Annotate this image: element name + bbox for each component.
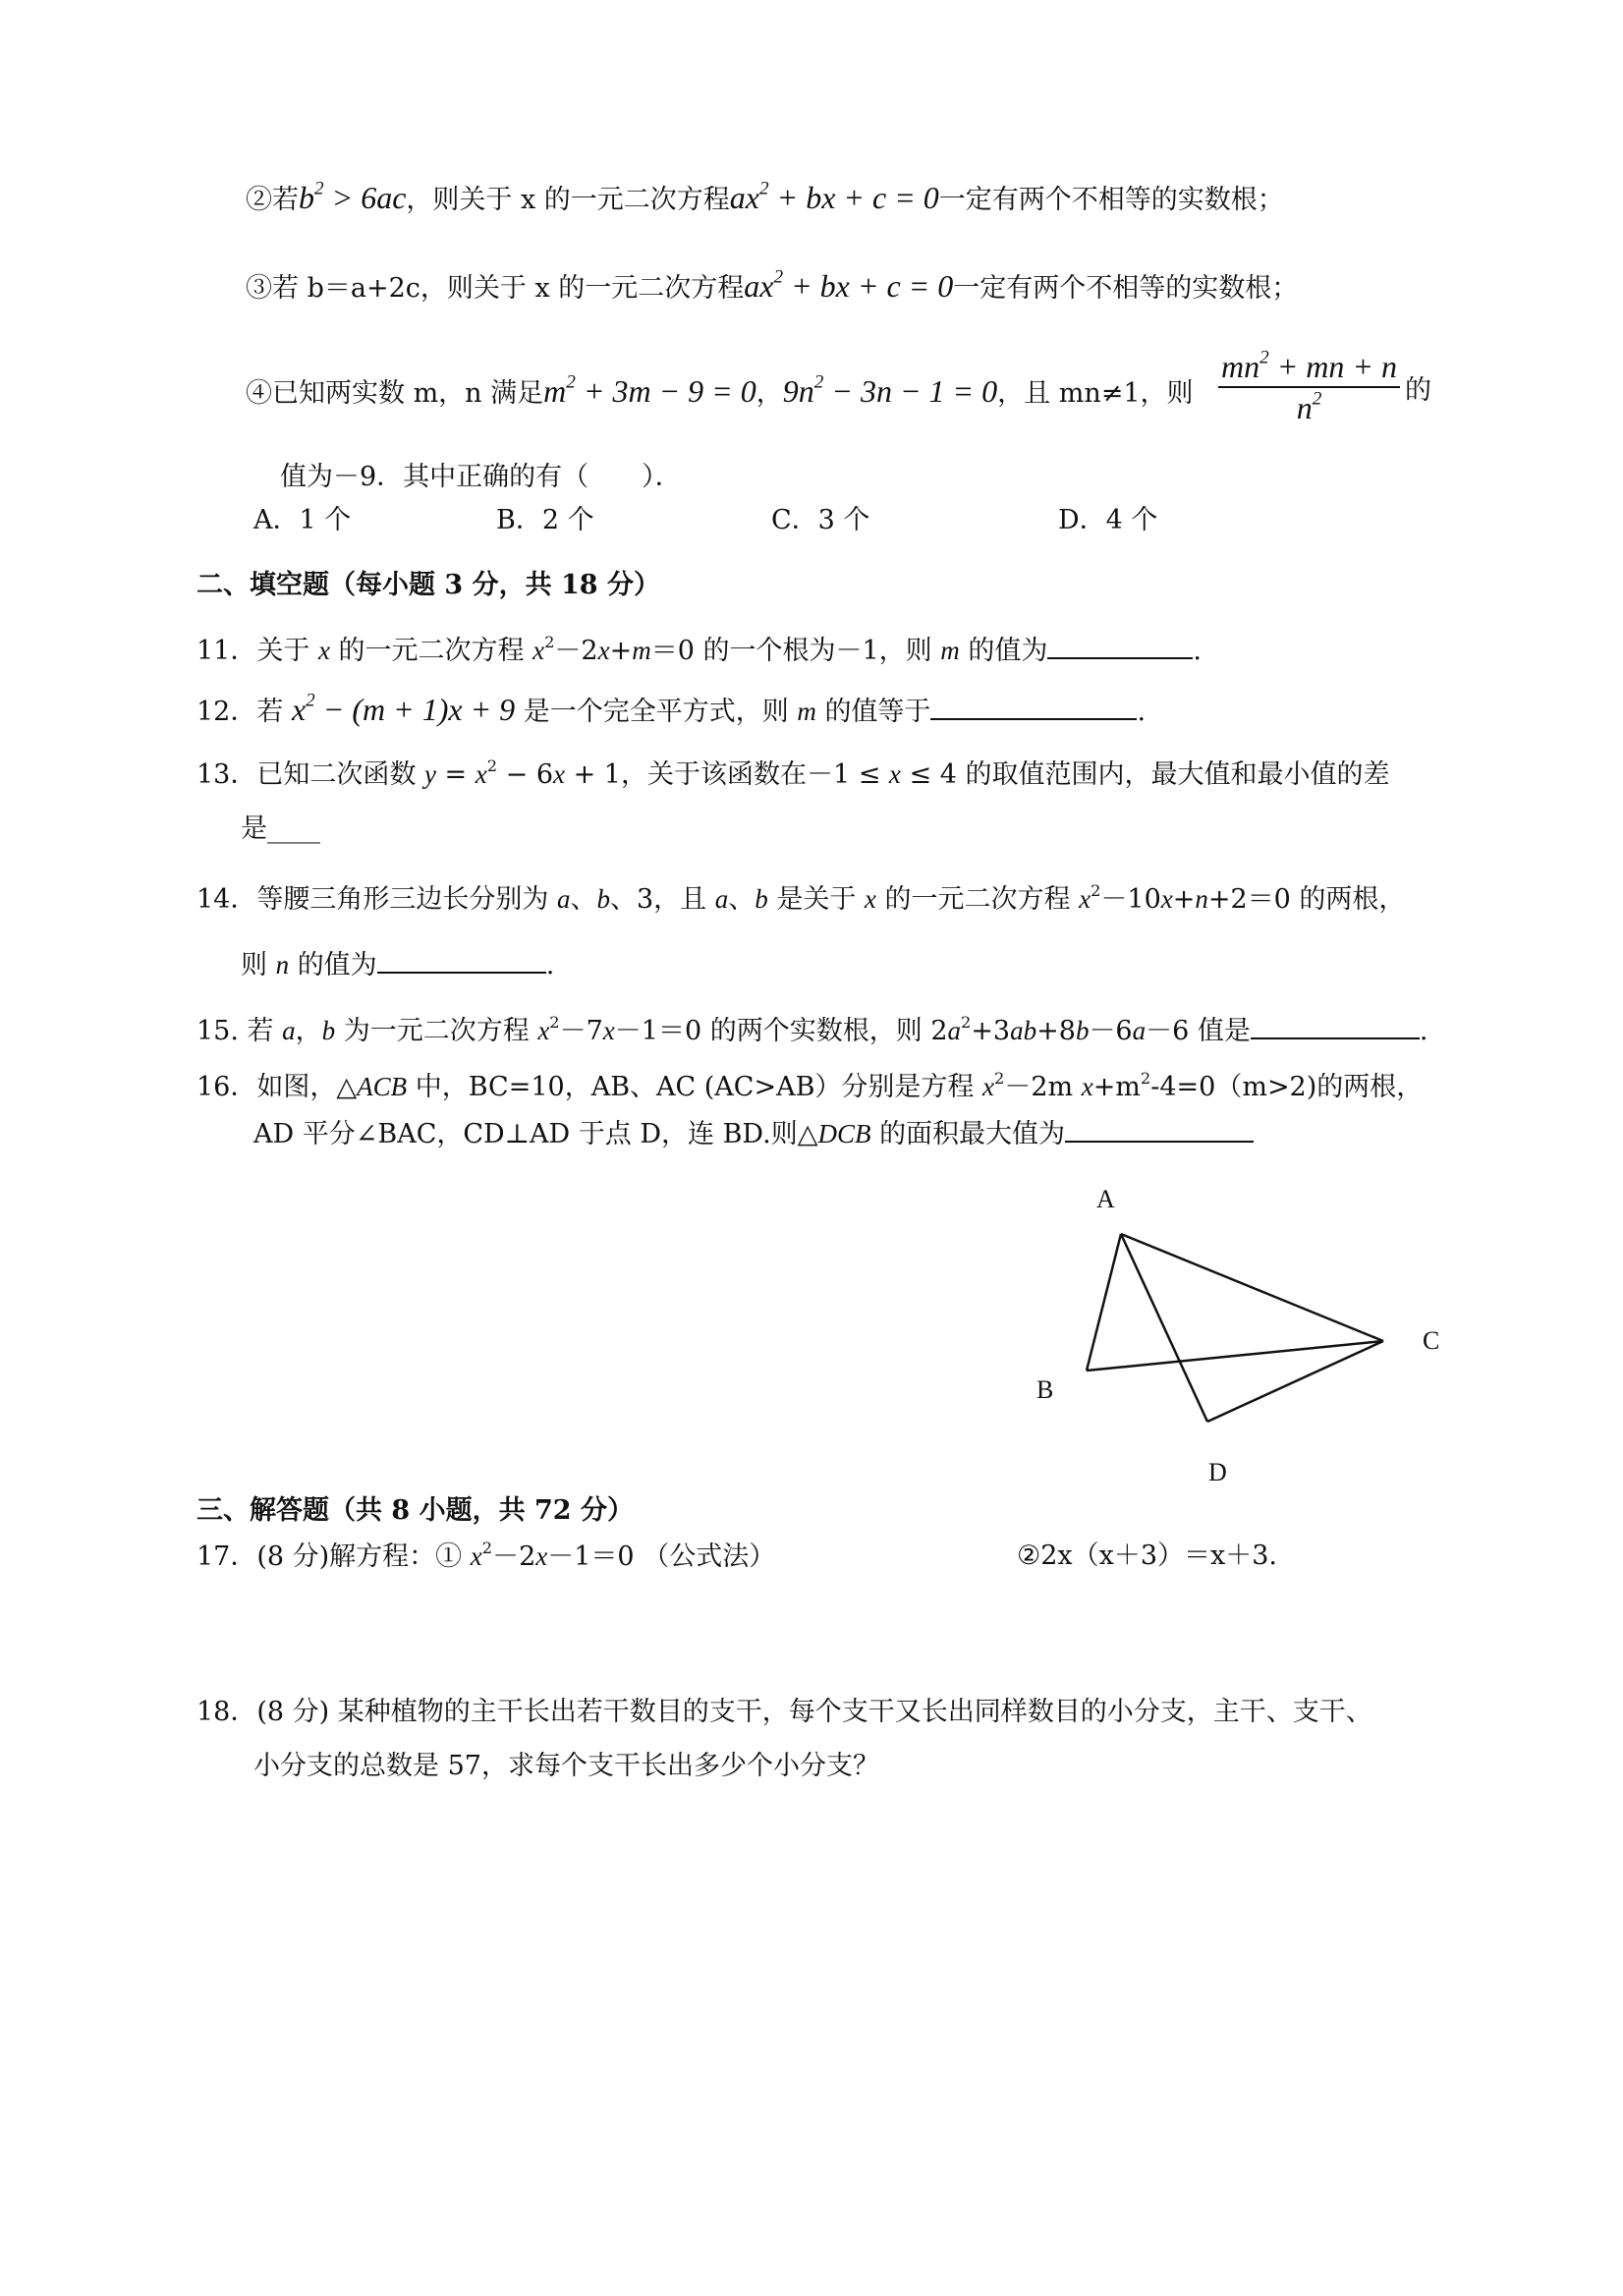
question-14-line-2: 则 n 的值为 . (241, 946, 554, 983)
point-c-label: C (1423, 1326, 1440, 1355)
fraction-denominator: $n^2$ (1296, 388, 1322, 425)
section-3-title: 三、解答题（共 8 小题，共 72 分） (196, 1495, 634, 1526)
point-a-label: A (1096, 1185, 1115, 1213)
segment-ab (1087, 1234, 1121, 1371)
fraction-numerator: $mn^2$ + mn + n (1221, 347, 1397, 384)
question-18-line-2: 小分支的总数是 57，求每个支干长出多少个小分支？ (253, 1751, 879, 1781)
question-11: 11．关于 x 的一元二次方程 $x^2-2x+m=0$ 的一个根为－1，则 m 的值为 . (196, 632, 1202, 666)
question-13-line-2: 是____ (241, 813, 320, 844)
option-b: B．2 个 (496, 505, 594, 535)
point-d-label: D (1208, 1458, 1227, 1486)
segment-ac (1121, 1234, 1383, 1341)
segment-ad (1121, 1234, 1207, 1422)
question-17-part-2: ②2x（x＋3）＝x＋3. (1017, 1540, 1278, 1571)
q10-tail: 值为－9．其中正确的有（ ）． (280, 462, 682, 492)
q10-item-4-end: 的 (1405, 375, 1431, 406)
question-13: 13．已知二次函数 $y = x^2 - 6x + 1$，关于该函数在－1 ≤ x ≤ 4 的取值范围内，最大值和最小值的差 (196, 756, 1390, 790)
answer-blank[interactable] (930, 693, 1137, 720)
q10-item-2: ②若$b^2 > 6ac$，则关于 x 的一元二次方程$ax^2$ + bx + c = 0一定有两个不相等的实数根； (246, 178, 1284, 215)
option-d: D．4 个 (1058, 505, 1158, 535)
q10-item-4: ④已知两实数 m，n 满足$m^2 + 3m - 9 = 0$，$9n^2 - 3n - 1 = 0$，且 mn≠1，则 (246, 371, 1194, 409)
question-16-line-2: AD 平分∠BAC，CD⊥AD 于点 D，连 BD.则△DCB 的面积最大值为 (253, 1115, 1254, 1152)
question-16: 16．如图，△ACB 中，BC=10，AB、AC (AC>AB）分别是方程 $x^2-2m$ $x+m^2-4=0(m>2)$的两根， (196, 1068, 1424, 1102)
point-b-label: B (1036, 1375, 1054, 1404)
segment-bc (1087, 1341, 1383, 1371)
q10-item-4-fraction (1218, 349, 1400, 425)
answer-blank[interactable] (1251, 1012, 1420, 1039)
question-15: 15. 若 a，b 为一元二次方程 $x^2-7x-1=0$ 的两个实数根，则 $2a^2+3ab+8b-6a-6$ 值是 . (196, 1012, 1428, 1046)
option-a: A．1 个 (253, 505, 352, 535)
answer-blank[interactable] (1065, 1115, 1254, 1143)
fraction-bar (1218, 386, 1400, 388)
question-18: 18．(8 分) 某种植物的主干长出若干数目的支干，每个支干又长出同样数目的小分支，主干、支干、 (196, 1697, 1372, 1727)
option-c: C．3 个 (771, 505, 870, 535)
answer-blank[interactable] (377, 946, 546, 974)
triangle-figure (1061, 1179, 1454, 1493)
question-17: 17．(8 分)解方程：① $x^2-2x-1=0$ （公式法） (196, 1538, 776, 1572)
q10-item-3: ③若 b＝a+2c，则关于 x 的一元二次方程$ax^2$ + bx + c = 0一定有两个不相等的实数根； (246, 266, 1299, 304)
question-14: 14．等腰三角形三边长分别为 a、b、3，且 a、b 是关于 x 的一元二次方程 $x^2-10x+n+2=0$ 的两根， (196, 880, 1406, 915)
question-12: 12．若 $x^2 - (m + 1)x + 9$ 是一个完全平方式，则 m 的值等于 . (196, 690, 1147, 727)
section-2-title: 二、填空题（每小题 3 分，共 18 分） (196, 570, 660, 600)
answer-blank[interactable] (1047, 632, 1193, 659)
segment-cd (1207, 1341, 1383, 1422)
